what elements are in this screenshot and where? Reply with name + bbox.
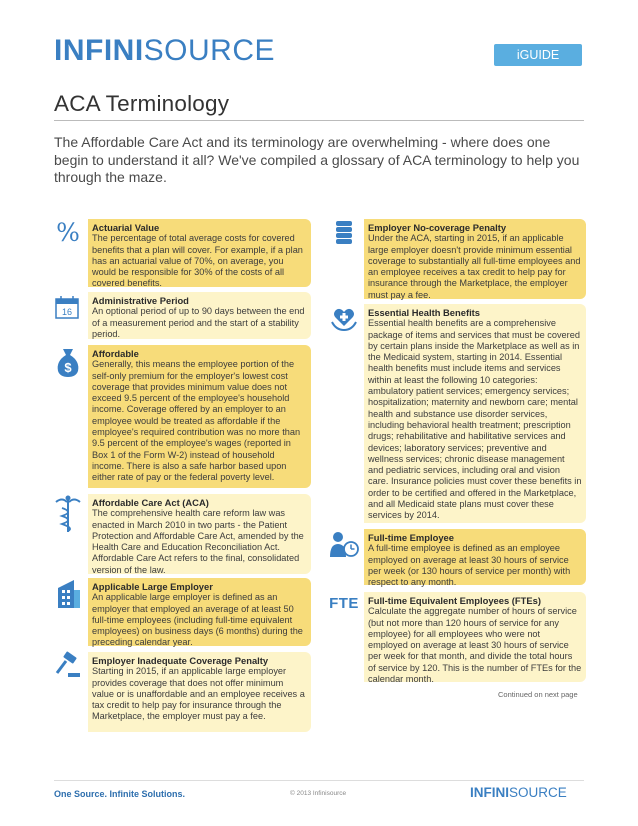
term-title: Full-time Employee — [368, 532, 454, 543]
term-definition: Generally, this means the employee portion of the self-only premium for the employer's lowest cost coverage that provides minimum value does not exceed 9.5 percent of the employee's household income. Coverage offered by an employer to an employee would be treated as affordable if the employee's required contribution was no more than 9.5 percent of the employee's wages (reported in Box 1 of the Form W-2) instead of household income. There is also a safe harbor based upon either rate of pay or the federal poverty level. — [92, 359, 301, 483]
term-card-essential-health-benefits — [364, 304, 586, 523]
building-icon — [56, 578, 82, 610]
footer-logo-bold: INFINI — [470, 785, 509, 800]
term-definition: Under the ACA, starting in 2015, if an applicable large employer doesn't provide minimum essential coverage to substantially all full-time employees and an employee receives a tax credit to help pay for insurance through the Marketplace, the employer must pay a fee. — [368, 233, 581, 300]
svg-text:%: % — [56, 218, 80, 246]
coin-stack-icon — [330, 218, 358, 246]
term-card-full-time-employee — [364, 529, 586, 588]
calendar-icon — [54, 294, 82, 320]
term-title: Affordable Care Act (ACA) — [92, 497, 209, 508]
term-card-employer-no-coverage-penalty — [364, 219, 586, 299]
term-card-affordable-care-act — [88, 494, 311, 574]
term-card-affordable — [88, 345, 311, 488]
logo-light: SOURCE — [143, 34, 276, 67]
employee-clock-icon — [328, 529, 360, 559]
term-title: Full-time Equivalent Employees (FTEs) — [368, 595, 541, 606]
logo-bold: INFINI — [54, 34, 144, 67]
term-card-full-time-equivalent-employees — [364, 592, 586, 685]
iguide-badge: iGUIDE — [494, 44, 582, 66]
money-bag-icon — [54, 345, 82, 379]
calendar-day: 16 — [61, 307, 73, 317]
fte-icon — [327, 594, 361, 612]
term-definition: A full-time employee is defined as an employee employed on average at least 30 hours of service per week (or 130 hours of service per month) with respect to any month. — [368, 543, 571, 588]
term-title: Actuarial Value — [92, 222, 160, 233]
term-title: Essential Health Benefits — [368, 307, 481, 318]
gavel-icon — [54, 651, 82, 679]
footer-divider — [54, 780, 584, 781]
infinisource-logo — [54, 36, 275, 66]
term-card-employer-inadequate-coverage-penalty — [88, 652, 311, 732]
title-divider — [54, 120, 584, 121]
footer-logo-light: SOURCE — [509, 785, 567, 800]
term-definition: An optional period of up to 90 days between the end of a measurement period and the start of a stability period. — [92, 306, 305, 339]
fte-icon-text: FTE — [329, 594, 359, 612]
dollar-sign: $ — [64, 360, 72, 375]
term-title: Employer No-coverage Penalty — [368, 222, 507, 233]
heart-hands-icon — [330, 306, 358, 332]
footer-copyright: © 2013 Infinisource — [290, 790, 347, 797]
intro-paragraph: The Affordable Care Act and its terminology are overwhelming - where does one begin to understand it all? We've compiled a glossary of ACA terminology to help you through the maze. — [54, 134, 580, 185]
page-title: ACA Terminology — [54, 91, 230, 116]
term-definition: The percentage of total average costs for covered benefits that a plan will cover. For example, if a plan has an actuarial value of 70%, on average, you would be responsible for 30% of the costs of all covered benefits. — [92, 233, 303, 289]
term-definition: Starting in 2015, if an applicable large employer provides coverage that does not offer minimum value or is unaffordable and an employee receives a tax credit to help pay for insurance through the Marketplace, the employer must pay a fee. — [92, 666, 305, 722]
term-title: Applicable Large Employer — [92, 581, 213, 592]
term-definition: The comprehensive health care reform law was enacted in March 2010 in two parts - the Patient Protection and Affordable Care Act, amended by the Health Care and Education Reconciliation Act. Affordable Care Act refers to the final, consolidated version of the law. — [92, 508, 304, 575]
term-definition: An applicable large employer is defined as an employer that employed an average of at least 50 full-time employees (including full-time equivalent employees) on business days (6 months) during the preceding calendar year. — [92, 592, 303, 648]
continued-note: Continued on next page — [498, 690, 578, 699]
term-card-administrative-period — [88, 292, 311, 339]
term-definition: Calculate the aggregate number of hours of service (but not more than 120 hours of service for any employee) for all employees who were not employed on average at least 30 hours of service per week for that month, and divide the total hours of service by 120. This is the number of FTEs for the calendar month. — [368, 606, 582, 685]
term-definition: Essential health benefits are a comprehensive package of items and services that must be covered by certain plans inside the Marketplace as well as in the Medicaid system, starting in 2014. Essential health benefits must include items and services within at least the following 10 categories: ambulatory patient services; emergency services; hospitalization; maternity and newborn care; mental health and substance use disorder services, including behavioral health treatment; prescription drugs; rehabilitative and habilitative services and devices; laboratory services; preventive and wellness services; chronic disease management and pediatric services, including oral and vision care. Insurance policies must cover these benefits in order to be certified and offered in the Marketplace, and all Medicaid state plans must cover these services by 2014. — [368, 318, 582, 521]
term-card-applicable-large-employer — [88, 578, 311, 646]
term-title: Affordable — [92, 348, 139, 359]
caduceus-icon — [54, 494, 82, 534]
term-title: Employer Inadequate Coverage Penalty — [92, 655, 269, 666]
term-title: Administrative Period — [92, 295, 189, 306]
percent-icon — [54, 218, 82, 246]
footer-tagline: One Source. Infinite Solutions. — [54, 789, 186, 799]
footer-logo — [470, 785, 567, 800]
term-card-actuarial-value — [88, 219, 311, 287]
